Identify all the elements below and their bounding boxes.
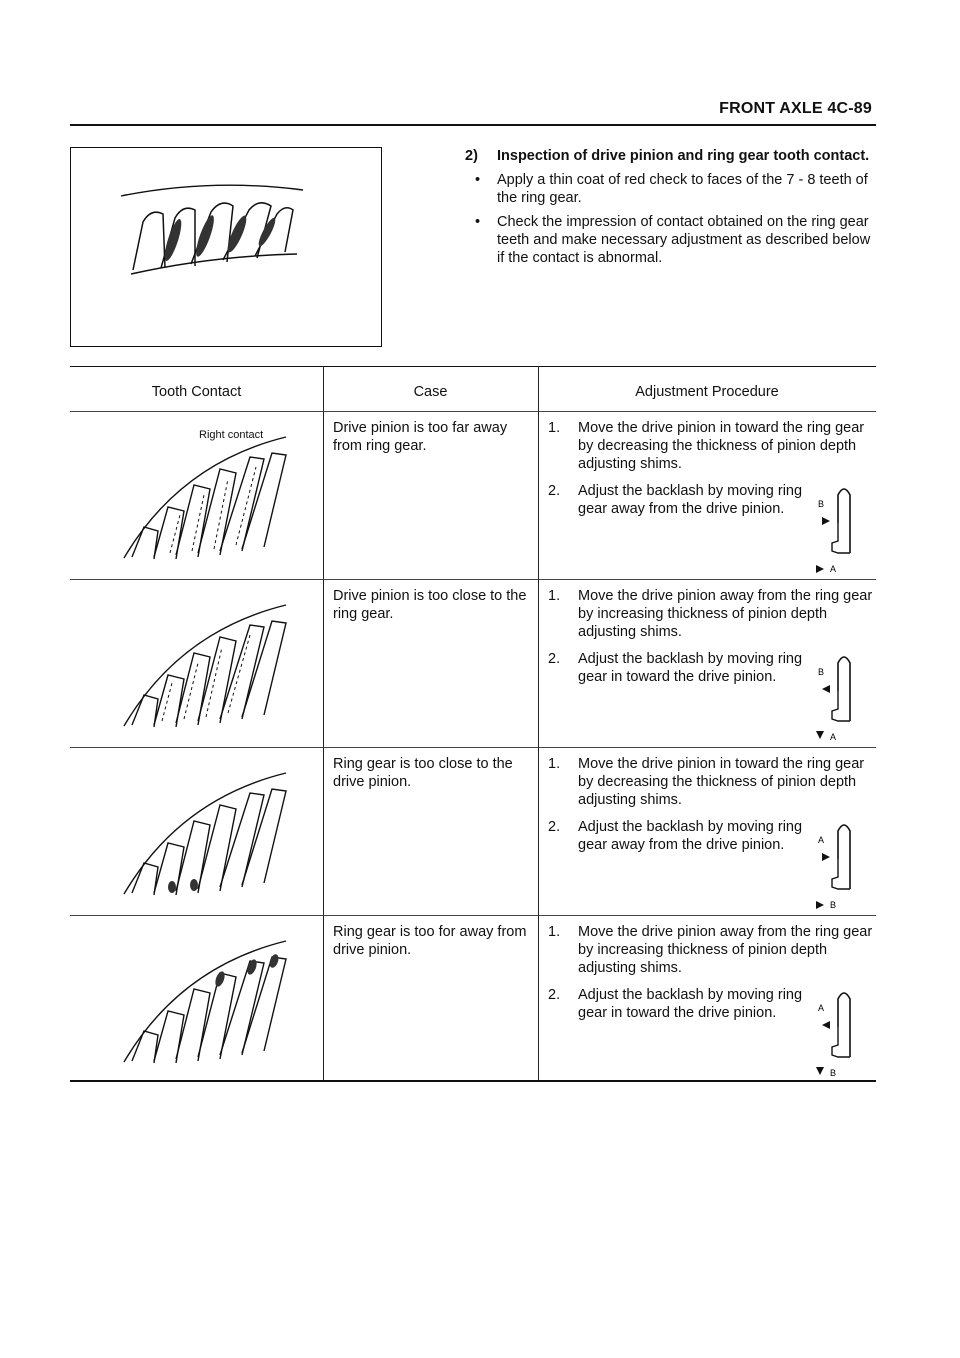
instruction-list [465, 171, 875, 267]
arrow-down-icon [816, 731, 824, 739]
gear-tooth-contact-icon [110, 927, 310, 1077]
figure-caption: Right contact [199, 429, 264, 441]
direction-label-bottom: B [830, 900, 837, 909]
arrow-right-icon [822, 517, 830, 525]
case-text: Drive pinion is too close to the ring gear. [333, 588, 527, 622]
procedure-step [548, 419, 876, 473]
gear-direction-diagram [810, 809, 860, 909]
gear-direction-diagram [810, 977, 860, 1077]
table-top-rule [70, 366, 876, 367]
inspection-instructions [465, 147, 875, 273]
arrow-right-icon [816, 565, 824, 573]
page-header-title: FRONT AXLE 4C-89 [719, 100, 872, 117]
tooth-contact-table [70, 366, 876, 1082]
step-text: Move the drive pinion in toward the ring gear by decreasing the thickness of pinion depth adjusting shims. [578, 420, 865, 472]
gear-tooth-contact-icon [110, 591, 310, 741]
bullet-icon: • [475, 214, 481, 230]
procedure-step [548, 818, 818, 854]
step-number: 1. [548, 924, 561, 940]
instruction-item [465, 171, 875, 207]
gear-tooth-contact-icon [110, 423, 310, 573]
gear-direction-diagram [810, 641, 860, 741]
direction-label-top: B [818, 667, 825, 677]
instruction-text: Apply a thin coat of red check to faces of the 7 - 8 teeth of the ring gear. [497, 172, 868, 206]
procedure-step [548, 650, 818, 686]
step-number: 2. [548, 819, 561, 835]
step-text: Move the drive pinion away from the ring gear by increasing thickness of pinion depth adjusting shims. [578, 924, 873, 976]
procedure-step [548, 986, 818, 1022]
arrow-left-icon [822, 1021, 830, 1029]
step-number: 2. [548, 483, 561, 499]
column-header-adjustment: Adjustment Procedure [635, 384, 779, 400]
gear-tooth-contact-icon [110, 759, 310, 909]
step-text: Adjust the backlash by moving ring gear in toward the drive pinion. [578, 651, 803, 685]
procedure-step [548, 482, 818, 518]
case-text: Ring gear is too close to the drive pinion. [333, 756, 513, 790]
arrow-left-icon [822, 685, 830, 693]
table-row [70, 411, 876, 579]
column-header-tooth-contact: Tooth Contact [151, 384, 242, 400]
ring-gear-illustration [71, 148, 383, 348]
step-text: Adjust the backlash by moving ring gear in toward the drive pinion. [578, 987, 803, 1021]
direction-label-bottom: A [830, 732, 837, 741]
procedure-step [548, 923, 876, 977]
step-number: 2. [548, 651, 561, 667]
arrow-down-icon [816, 1067, 824, 1075]
procedure-step [548, 755, 876, 809]
step-text: Adjust the backlash by moving ring gear away from the drive pinion. [578, 483, 803, 517]
direction-label-bottom: A [830, 564, 837, 573]
direction-label-top: B [818, 499, 825, 509]
header-rule [70, 124, 876, 126]
table-row [70, 579, 876, 747]
step-number: 1. [548, 588, 561, 604]
arrow-right-icon [816, 901, 824, 909]
bullet-icon: • [475, 172, 481, 188]
case-text: Drive pinion is too far away from ring gear. [333, 420, 508, 454]
gear-direction-diagram [810, 473, 860, 573]
step-text: Move the drive pinion away from the ring gear by increasing thickness of pinion depth adjusting shims. [578, 588, 873, 640]
step-number: 1. [548, 420, 561, 436]
instruction-item [465, 213, 875, 267]
step-number: 1. [548, 756, 561, 772]
direction-label-top: A [818, 1003, 825, 1013]
step-title: Inspection of drive pinion and ring gear tooth contact. [497, 148, 870, 164]
step-text: Adjust the backlash by moving ring gear away from the drive pinion. [578, 819, 803, 853]
step-number: 2. [548, 987, 561, 1003]
table-row [70, 915, 876, 1083]
direction-label-bottom: B [830, 1068, 837, 1077]
case-text: Ring gear is too for away from drive pinion. [333, 924, 527, 958]
instruction-text: Check the impression of contact obtained on the ring gear teeth and make necessary adjustment as described below if the contact is abnormal. [497, 214, 871, 266]
procedure-step [548, 587, 876, 641]
step-number: 2) [465, 148, 478, 164]
column-header-case: Case [413, 384, 448, 400]
direction-label-top: A [818, 835, 825, 845]
arrow-right-icon [822, 853, 830, 861]
table-row [70, 747, 876, 915]
step-text: Move the drive pinion in toward the ring gear by decreasing the thickness of pinion depth adjusting shims. [578, 756, 865, 808]
